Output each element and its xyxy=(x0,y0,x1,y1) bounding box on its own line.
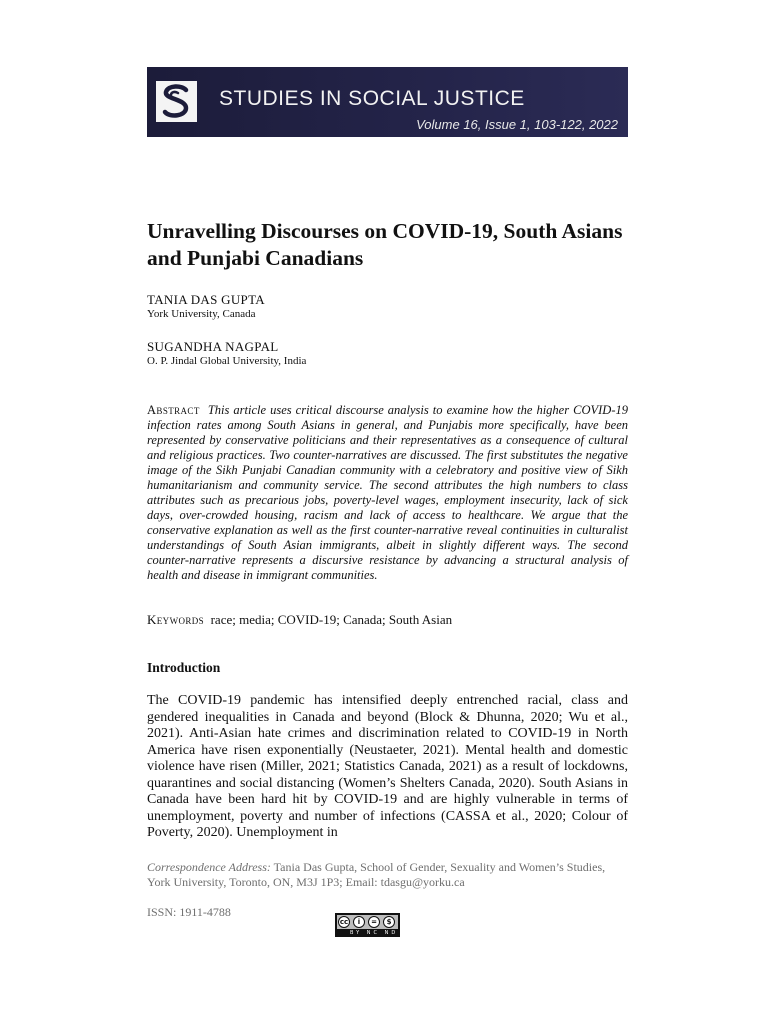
journal-logo-icon xyxy=(156,81,197,122)
issn: ISSN: 1911-4788 xyxy=(147,905,231,919)
author-affiliation: York University, Canada xyxy=(147,308,256,320)
introduction-text: The COVID-19 pandemic has intensified deeply entrenched racial, class and gendered inequalities in Canada and beyond (Block & Dhunna, 2020; Wu et al., 2021). Anti-Asian hate crimes and discrimination related to COVID-19 in North America have risen exponentially (Neustaeter, 2021). Mental health and domestic violence have risen (Miller, 2021; Statistics Canada, 2021) as a result of lockdowns, quarantines and social distancing (Women’s Shelters Canada, 2020). South Asians in Canada have been hard hit by COVID-19 and are highly vulnerable in terms of unemployment, poverty and number of infections (CASSA et al., 2020; Colour of Poverty, 2020). Unemployment in xyxy=(147,693,628,840)
correspondence-label: Correspondence Address: xyxy=(147,860,271,874)
cc-icon: cc xyxy=(339,918,349,926)
journal-volume: Volume 16, Issue 1, 103-122, 2022 xyxy=(416,117,618,132)
correspondence-text: Tania Das Gupta, School of Gender, Sexuality and Women’s Studies, York University, Toronto, ON, M3J 1P3; Email: tdasgu@yorku.ca xyxy=(147,860,606,889)
author-block xyxy=(147,339,306,368)
abstract-label: Abstract xyxy=(147,403,200,417)
keywords-label: Keywords xyxy=(147,612,205,627)
keywords xyxy=(147,612,628,628)
journal-banner xyxy=(147,67,628,137)
author-block xyxy=(147,292,265,321)
article-title: Unravelling Discourses on COVID-19, South Asians and Punjabi Canadians xyxy=(147,219,623,270)
author-name: SUGANDHA NAGPAL xyxy=(147,339,279,354)
cc-license-badge[interactable] xyxy=(335,913,400,937)
author-affiliation: O. P. Jindal Global University, India xyxy=(147,355,307,367)
nd-icon: = xyxy=(368,916,380,928)
by-icon: i xyxy=(353,916,365,928)
journal-logo xyxy=(156,81,197,122)
nc-icon: $ xyxy=(383,916,395,928)
license-text: BY NC ND xyxy=(350,930,399,936)
abstract-text: This article uses critical discourse analysis to examine how the higher COVID-19 infection rates among South Asians in general, and Punjabis more specifically, have been represented by conservative politicians and their representatives as a consequence of cultural and religious practices. Two counter-narratives are discussed. The first substitutes the negative image of the Sikh Punjabi Canadian community with a celebratory and positive view of Sikh humanitarianism and community service. The second attributes the high numbers to class attributes such as precarious jobs, poverty-level wages, employment insecurity, lack of sick days, over-crowded housing, racism and lack of access to healthcare. We argue that the conservative explanation as well as the first counter-narrative reveal continuities in culturalist understandings of South Asian immigrants, albeit in slightly different ways. The second counter-narrative represents a discursive resistance by advancing a structural analysis of health and disease in immigrant communities. xyxy=(147,403,628,582)
section-heading: Introduction xyxy=(147,660,221,675)
license-icon-strip xyxy=(337,915,398,929)
abstract xyxy=(147,403,628,583)
author-name: TANIA DAS GUPTA xyxy=(147,292,265,307)
journal-title: STUDIES IN SOCIAL JUSTICE xyxy=(219,87,525,110)
correspondence-address xyxy=(147,860,628,890)
keywords-text: race; media; COVID-19; Canada; South Asian xyxy=(210,612,453,627)
